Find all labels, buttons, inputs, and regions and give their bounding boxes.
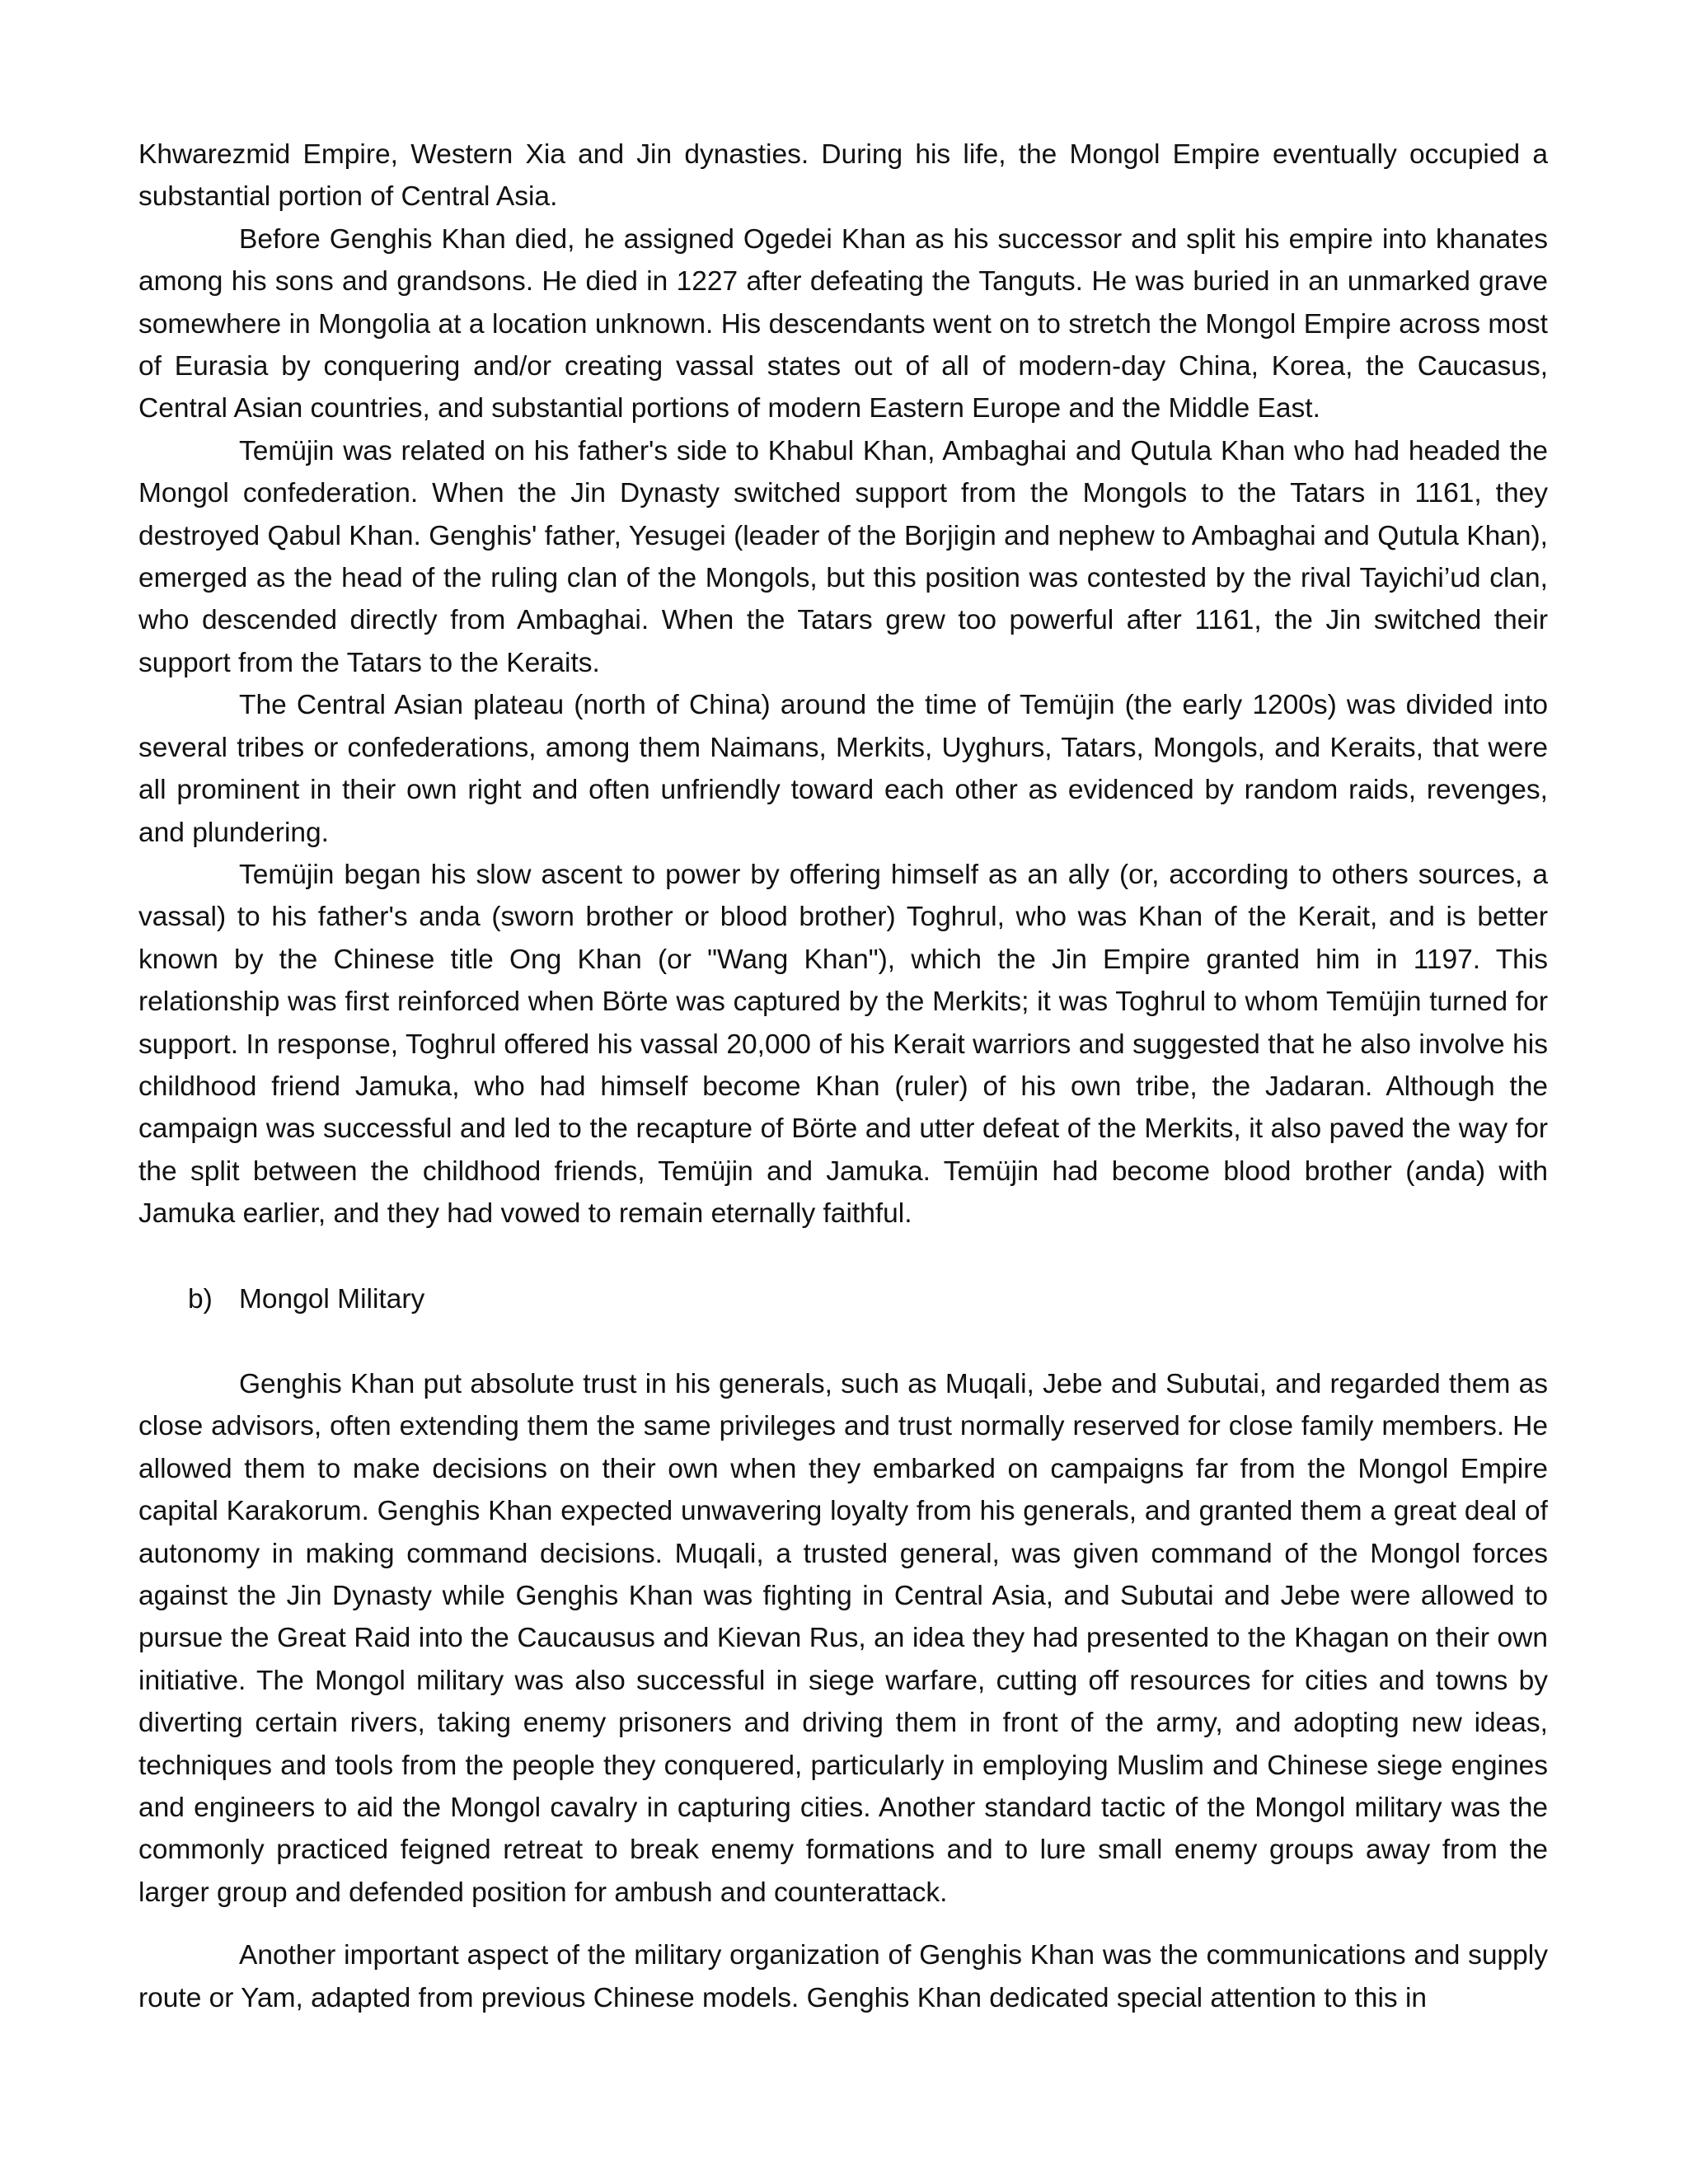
paragraph-generals: Genghis Khan put absolute trust in his generals, such as Muqali, Jebe and Subutai, and regarded them as close advisors, often extending them the same privileges and trust normally reserved for close family members. He allowed them to make decisions on their own when they embarked on campaigns far from the Mongol Empire capital Karakorum. Genghis Khan expected unwavering loyalty from his generals, and granted them a great deal of autonomy in making command decisions. Muqali, a trusted general, was given command of the Mongol forces against the Jin Dynasty while Genghis Khan was fighting in Central Asia, and Subutai and Jebe were allowed to pursue the Great Raid into the Caucausus and Kievan Rus, an idea they had presented to the Khagan on their own initiative. The Mongol military was also successful in siege warfare, cutting off resources for cities and towns by diverting certain rivers, taking enemy prisoners and driving them in front of the army, and adopting new ideas, techniques and tools from the people they conquered, particularly in employing Muslim and Chinese siege engines and engineers to aid the Mongol cavalry in capturing cities. Another standard tactic of the Mongol military was the commonly practiced feigned retreat to break enemy formations and to lure small enemy groups away from the larger group and defended position for ambush and counterattack. bbox=[138, 1368, 1548, 1908]
paragraph-lineage: Temüjin was related on his father's side to Khabul Khan, Ambaghai and Qutula Khan who had headed the Mongol confederation. When the Jin Dynasty switched support from the Mongols to the Tatars in 1161, they destroyed Qabul Khan. Genghis' father, Yesugei (leader of the Borjigin and nephew to Ambaghai and Qutula Khan), emerged as the head of the ruling clan of the Mongols, but this position was contested by the rival Tayichi’ud clan, who descended directly from Ambaghai. When the Tatars grew too powerful after 1161, the Jin switched their support from the Tatars to the Keraits. bbox=[138, 435, 1548, 678]
document-body bbox=[138, 134, 1548, 2019]
paragraph-yam: Another important aspect of the military organization of Genghis Khan was the communications and supply route or Yam, adapted from previous Chinese models. Genghis Khan dedicated special attention to this in bbox=[138, 1940, 1548, 2013]
paragraph-plateau-tribes: The Central Asian plateau (north of China) around the time of Temüjin (the early 1200s) was divided into several tribes or confederations, among them Naimans, Merkits, Uyghurs, Tatars, Mongols, and Keraits, that were all prominent in their own right and often unfriendly toward each other as evidenced by random raids, revenges, and plundering. bbox=[138, 690, 1548, 848]
paragraph-continuation: Khwarezmid Empire, Western Xia and Jin dynasties. During his life, the Mongol Empire eventually occupied a substantial portion of Central Asia. bbox=[138, 139, 1548, 213]
section-title: Mongol Military bbox=[239, 1283, 425, 1315]
paragraph-succession: Before Genghis Khan died, he assigned Ogedei Khan as his successor and split his empire into khanates among his sons and grandsons. He died in 1227 after defeating the Tanguts. He was buried in an unmarked grave somewhere in Mongolia at a location unknown. His descendants went on to stretch the Mongol Empire across most of Eurasia by conquering and/or creating vassal states out of all of modern-day China, Korea, the Caucasus, Central Asian countries, and substantial portions of modern Eastern Europe and the Middle East. bbox=[138, 223, 1548, 424]
section-marker: b) bbox=[188, 1283, 213, 1315]
section-heading bbox=[138, 1278, 1548, 1320]
paragraph-ascent-to-power: Temüjin began his slow ascent to power by offering himself as an ally (or, according to others sources, a vassal) to his father's anda (sworn brother or blood brother) Toghrul, who was Khan of the Kerait, and is better known by the Chinese title Ong Khan (or "Wang Khan"), which the Jin Empire granted him in 1197. This relationship was first reinforced when Börte was captured by the Merkits; it was Toghrul to whom Temüjin turned for support. In response, Toghrul offered his vassal 20,000 of his Kerait warriors and suggested that he also involve his childhood friend Jamuka, who had himself become Khan (ruler) of his own tribe, the Jadaran. Although the campaign was successful and led to the recapture of Börte and utter defeat of the Merkits, it also paved the way for the split between the childhood friends, Temüjin and Jamuka. Temüjin had become blood brother (anda) with Jamuka earlier, and they had vowed to remain eternally faithful. bbox=[138, 859, 1548, 1230]
